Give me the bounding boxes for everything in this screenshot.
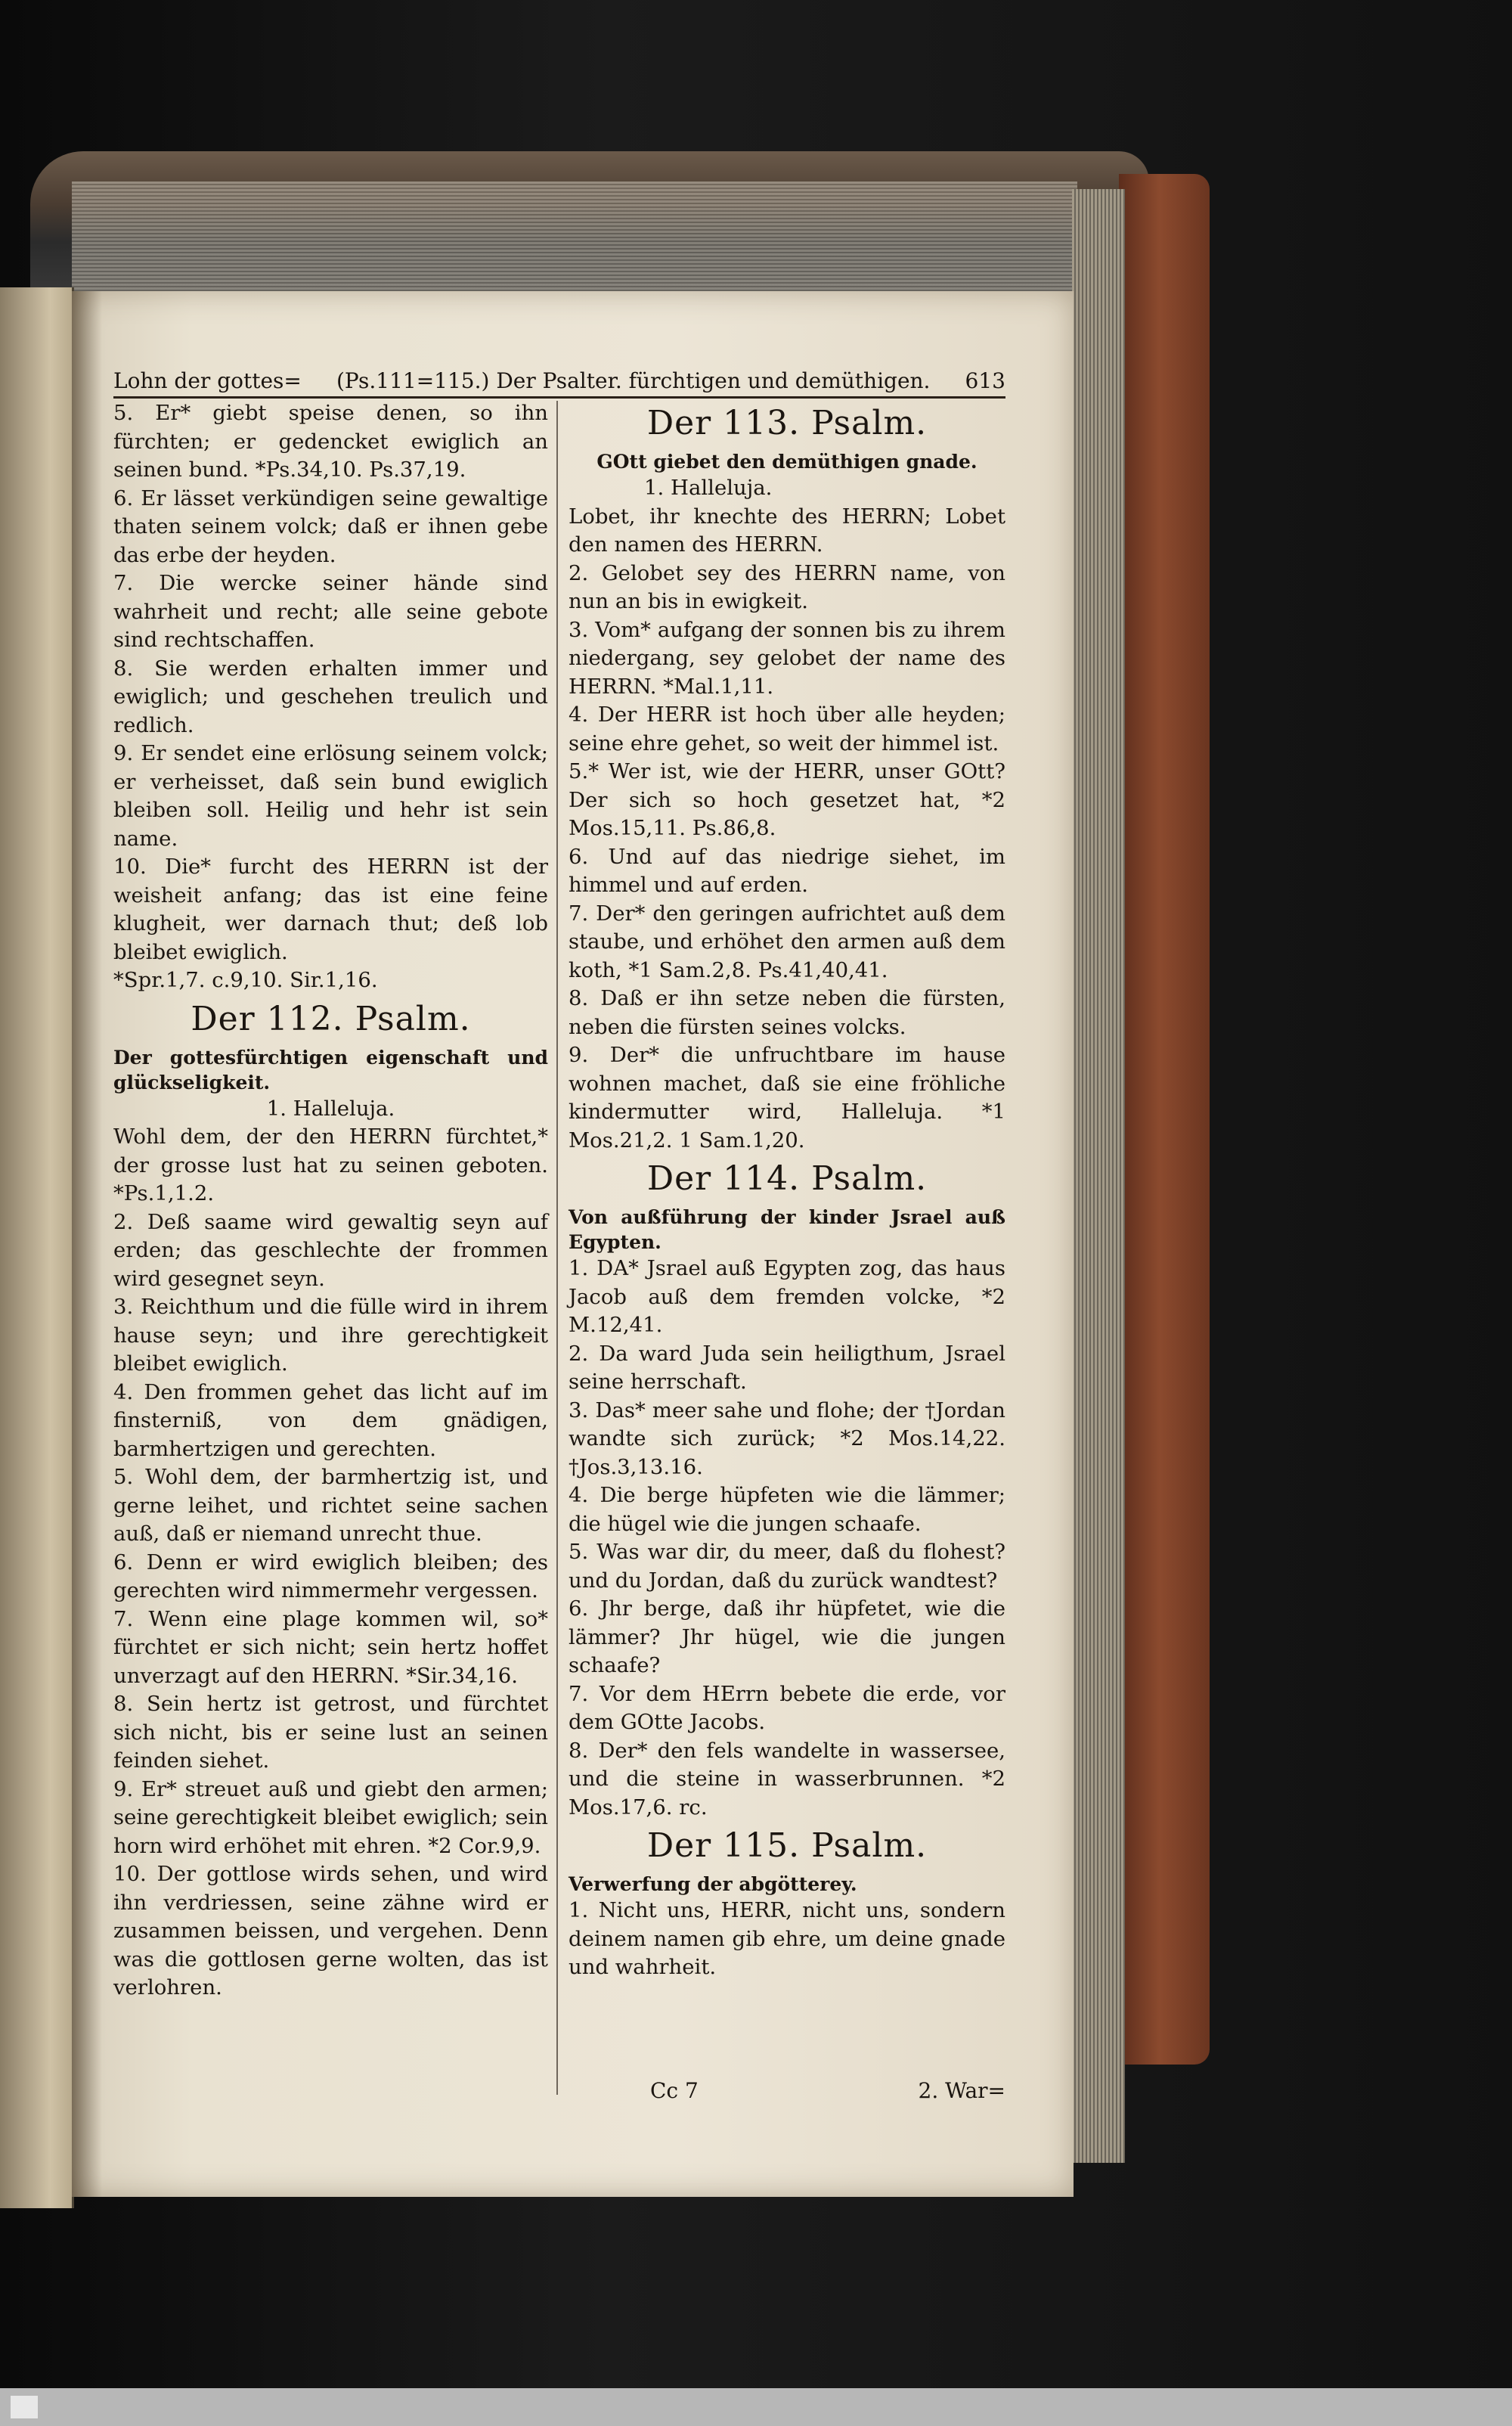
verse: 6. Und auf das niedrige siehet, im himmel und auf erden.	[569, 844, 1005, 897]
psalm-114-summary: Von außführung der kinder Jsrael auß Egypten.	[569, 1206, 1005, 1253]
verse: 8. Sie werden erhalten immer und ewiglich; und geschehen treulich und redlich.	[113, 656, 548, 737]
signature-mark: Cc 7	[650, 2078, 699, 2103]
verse: 9. Der* die unfruchtbare im hause wohnen machet, daß sie eine fröhliche kindermutter wird, Halleluja. *1 Mos.21,2. 1 Sam.1,20.	[569, 1043, 1005, 1153]
verse: 4. Den frommen gehet das licht auf im finsterniß, von dem gnädigen, barmhertzigen und gerechten.	[113, 1379, 548, 1461]
verse: 8. Sein hertz ist getrost, und fürchtet sich nicht, bis er seine lust an seinen feinden siehet.	[113, 1692, 548, 1773]
verse: 9. Er* streuet auß und giebt den armen; seine gerechtigkeit bleibet ewiglich; sein horn wird erhöhet mit ehren. *2 Cor.9,9.	[113, 1776, 548, 1858]
book-cover-spine-edge	[1119, 174, 1210, 2065]
running-head	[113, 355, 1005, 399]
verse: 6. Er lässet verkündigen seine gewaltige thaten seinem volck; daß er ihnen gebe das erbe der heyden.	[113, 486, 548, 567]
verse: 6. Jhr berge, daß ihr hüpfetet, wie die lämmer? Jhr hügel, wie die jungen schaafe?	[569, 1596, 1005, 1677]
psalm-115-summary: Verwerfung der abgötterey.	[569, 1873, 857, 1895]
right-column	[569, 399, 1005, 1982]
verse: 1. DA* Jsrael auß Egypten zog, das haus Jacob auß dem fremden volcke, *2 M.12,41.	[569, 1256, 1005, 1337]
verse: 2. Da ward Juda sein heiligthum, Jsrael seine herrschaft.	[569, 1341, 1005, 1394]
running-head-center: (Ps.111=115.) Der Psalter. fürchtigen und demüthigen.	[336, 368, 931, 393]
psalm-112-summary: Der gottesfürchtigen eigenschaft und glückseligkeit.	[113, 1046, 548, 1094]
page-fore-edge	[1072, 189, 1125, 2163]
psalm-114-heading: Der 114. Psalm.	[646, 1159, 928, 1198]
verse: 5. Was war dir, du meer, daß du flohest? und du Jordan, daß du zurück wandtest?	[569, 1540, 1005, 1593]
psalm-112-heading: Der 112. Psalm.	[191, 999, 471, 1038]
gutter-shadow	[72, 291, 102, 2197]
running-head-left: Lohn der gottes=	[113, 368, 302, 393]
verse: 4. Die berge hüpfeten wie die lämmer; die hügel wie die jungen schaafe.	[569, 1483, 1005, 1536]
verse: 1. Nicht uns, HERR, nicht uns, sondern deinem namen gib ehre, um deine gnade und wahrheit.	[569, 1898, 1005, 1979]
verse: 2. Gelobet sey des HERRN name, von nun an bis in ewigkeit.	[569, 560, 1005, 613]
verse: 3. Vom* aufgang der sonnen bis zu ihrem niedergang, sey gelobet der name des HERRN. *Mal.1,11.	[569, 617, 1005, 699]
page-footer	[650, 2078, 1005, 2103]
psalm-113-heading: Der 113. Psalm.	[646, 404, 928, 442]
verse: 6. Denn er wird ewiglich bleiben; des gerechten wird nimmermehr vergessen.	[113, 1550, 548, 1602]
verse: 1. Halleluja.	[266, 1096, 395, 1121]
verse: 5. Er* giebt speise denen, so ihn fürchten; er gedencket ewiglich an seinen bund. *Ps.34,10. Ps.37,19.	[113, 401, 548, 482]
verse: 5.* Wer ist, wie der HERR, unser GOtt? Der sich so hoch gesetzet hat, *2 Mos.15,11. Ps.86,8.	[569, 759, 1005, 840]
verse: 1. Halleluja.	[644, 476, 773, 500]
viewer-bottom-bar	[0, 2388, 1512, 2426]
page-number: 613	[965, 368, 1005, 393]
library-logo-icon	[11, 2396, 38, 2418]
verse: 3. Reichthum und die fülle wird in ihrem hause seyn; und ihre gerechtigkeit bleibet ewiglich.	[113, 1295, 548, 1376]
psalm-115-heading: Der 115. Psalm.	[646, 1826, 928, 1865]
verse: 2. Deß saame wird gewaltig seyn auf erden; das geschlechte der frommen wird gesegnet seyn.	[113, 1209, 548, 1291]
column-rule	[556, 401, 558, 2095]
verse: Lobet, ihr knechte des HERRN; Lobet den namen des HERRN.	[569, 504, 1005, 557]
verse: 10. Der gottlose wirds sehen, und wird ihn verdriessen, seine zähne wird er zusammen beissen, und vergehen. Denn was die gottlosen gerne wolten, das ist verlohren.	[113, 1862, 548, 1999]
psalm-113-summary: GOtt giebet den demüthigen gnade.	[596, 451, 978, 473]
verse: 7. Der* den geringen aufrichtet auß dem staube, und erhöhet den armen auß dem koth, *1 Sam.2,8. Ps.41,40,41.	[569, 901, 1005, 982]
verse: 7. Wenn eine plage kommen wil, so* fürchtet er sich nicht; sein hertz hoffet unverzagt auf den HERRN. *Sir.34,16.	[113, 1606, 548, 1688]
verse: 3. Das* meer sahe und flohe; der †Jordan wandte sich zurück; *2 Mos.14,22. †Jos.3,13.16.	[569, 1398, 1005, 1479]
verse: Wohl dem, der den HERRN fürchtet,* der grosse lust hat zu seinen geboten. *Ps.1,1.2.	[113, 1125, 548, 1205]
verse: 10. Die* furcht des HERRN ist der weisheit anfang; das ist eine feine klugheit, wer darnach thut; deß lob bleibet ewiglich.	[113, 855, 548, 964]
page-stack-edge	[72, 181, 1077, 295]
verse: 8. Daß er ihn setze neben die fürsten, neben die fürsten seines volcks.	[569, 986, 1005, 1039]
verse: 7. Vor dem HErrn bebete die erde, vor dem GOtte Jacobs.	[569, 1681, 1005, 1734]
verse: 8. Der* den fels wandelte in wassersee, und die steine in wasserbrunnen. *2 Mos.17,6. rc.	[569, 1738, 1005, 1820]
verse: 4. Der HERR ist hoch über alle heyden; seine ehre gehet, so weit der himmel ist.	[569, 703, 1005, 755]
cross-reference: *Spr.1,7. c.9,10. Sir.1,16.	[113, 968, 378, 992]
facing-page-edge	[0, 287, 74, 2208]
verse: 7. Die wercke seiner hände sind wahrheit und recht; alle seine gebote sind rechtschaffen.	[113, 571, 548, 652]
catchword: 2. War=	[918, 2078, 1005, 2103]
verse: 5. Wohl dem, der barmhertzig ist, und gerne leihet, und richtet seine sachen auß, daß er niemand unrecht thue.	[113, 1465, 548, 1546]
verse: 9. Er sendet eine erlösung seinem volck; er verheisset, daß sein bund ewiglich bleiben soll. Heilig und hehr ist sein name.	[113, 741, 548, 851]
left-column	[113, 399, 548, 2003]
